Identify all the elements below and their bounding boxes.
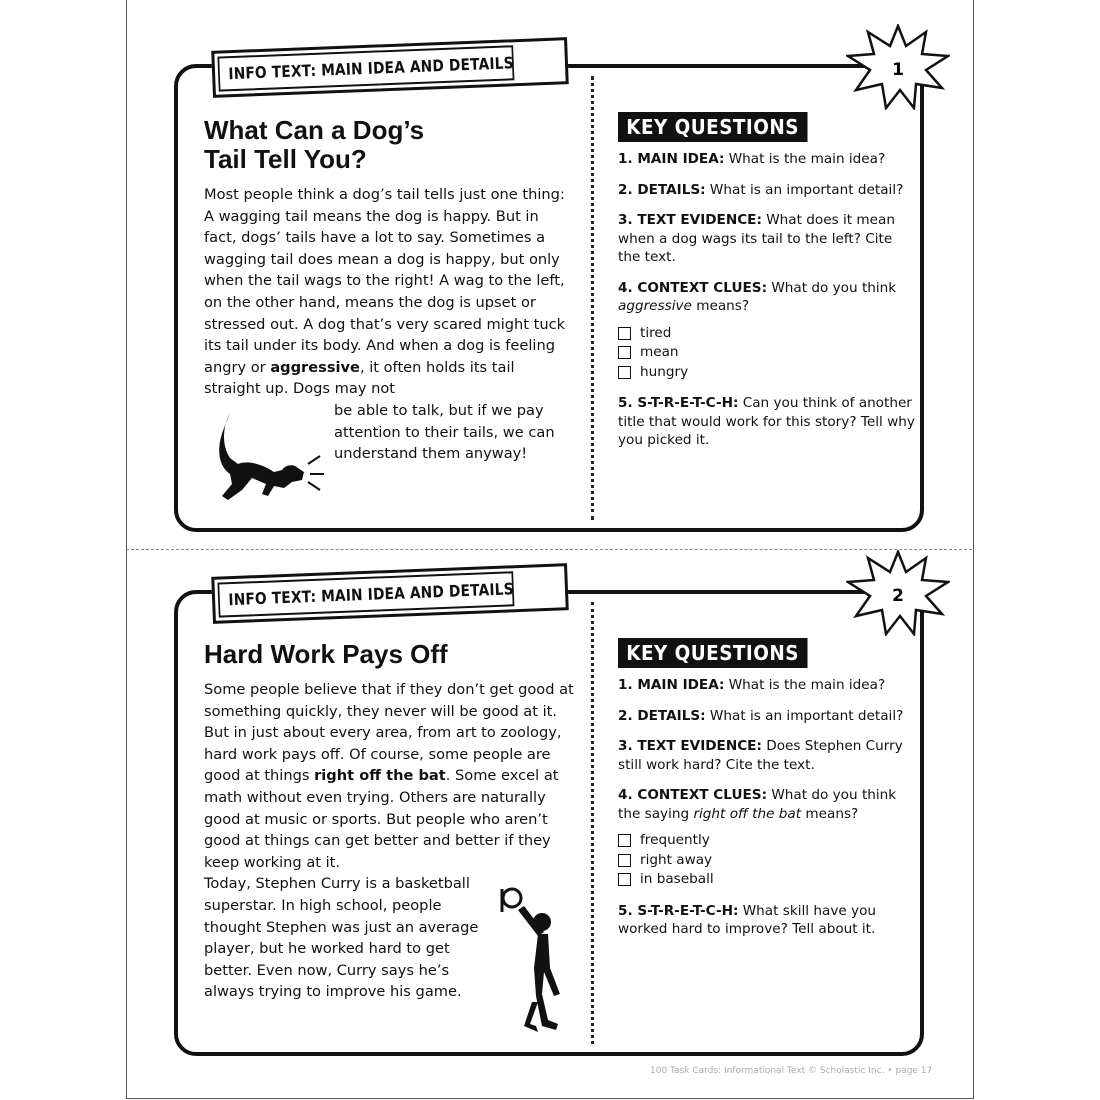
answer-option[interactable] (618, 324, 918, 344)
checkbox[interactable] (618, 873, 631, 886)
passage-title-line1: What Can a Dog’s (204, 115, 425, 145)
card-tag-label: INFO TEXT: MAIN IDEA AND DETAILS (217, 45, 514, 91)
key-questions-heading: KEY QUESTIONS (618, 638, 807, 668)
option-label: frequently (640, 832, 710, 848)
question-text: What do you think the saying (618, 787, 897, 822)
passage-paragraph: Most people think a dog’s tail tells just one thing: A wagging tail means the dog is happy. But in fact, dogs’ tails have a lot to say. Sometimes a wagging tail does mean a dog is happy, but only when the tail wags to the right! A wag to the left, on the other hand, means the dog is upset or stressed out. A dog that’s very scared might tuck its tail under its body. And when a dog is feeling angry or (204, 186, 566, 376)
question-label: 3. TEXT EVIDENCE: (618, 212, 762, 228)
question-text: What does it mean when a dog wags its tail to the left? Cite the text. (618, 212, 895, 265)
page-footer: 100 Task Cards: Informational Text © Scholastic Inc. • page 17 (650, 1066, 933, 1076)
question-4 (618, 279, 918, 316)
basketball-player-illustration (498, 884, 578, 1034)
card-number-burst (846, 550, 950, 636)
question-1 (618, 676, 918, 695)
starburst-icon (846, 24, 950, 110)
option-label: right away (640, 851, 713, 868)
question-italic: right off the bat (693, 805, 802, 822)
checkbox[interactable] (618, 366, 631, 379)
answer-options (618, 324, 918, 383)
question-3 (618, 211, 918, 267)
answer-option[interactable] (618, 363, 918, 383)
question-text: What is the main idea? (724, 677, 886, 693)
answer-option[interactable] (618, 831, 918, 851)
question-text: What is an important detail? (705, 181, 904, 198)
question-text: What is an important detail? (705, 707, 904, 724)
answer-option[interactable] (618, 870, 918, 890)
checkbox[interactable] (618, 327, 631, 340)
passage-paragraph-2: be able to talk, but if we pay attention to their tails, we can understand them anyway! (334, 401, 555, 463)
question-label: 5. S-T-R-E-T-C-H: (618, 902, 739, 919)
question-label: 2. DETAILS: (618, 707, 706, 724)
passage-title-line1: Hard Work Pays Off (204, 639, 448, 669)
passage-paragraph-end: , it often holds its tail straight up. Dogs may not (204, 358, 515, 398)
passage-text (204, 184, 574, 400)
dog-illustration (208, 408, 328, 508)
question-label: 5. S-T-R-E-T-C-H: (618, 395, 739, 411)
key-questions (618, 112, 918, 462)
question-italic: aggressive (618, 298, 692, 314)
task-card-1 (174, 53, 924, 532)
vocab-phrase: right off the bat (314, 767, 446, 785)
question-text-end: means? (801, 805, 859, 822)
question-text: What skill have you worked hard to improve? Tell about it. (618, 902, 877, 937)
passage-paragraph-end: . Some excel at math without even trying. Others are naturally good at music or sports. But people who aren’t good at things can get better and better if they keep working at it. (204, 767, 559, 871)
question-4 (618, 786, 918, 823)
passage-title (204, 640, 574, 669)
question-5 (618, 902, 918, 939)
question-text: What do you think (767, 279, 897, 296)
question-1 (618, 150, 918, 169)
answer-options (618, 831, 918, 890)
question-2 (618, 181, 918, 200)
option-label: tired (640, 324, 672, 341)
question-text: Does Stephen Curry still work hard? Cite the text. (618, 738, 903, 773)
checkbox[interactable] (618, 346, 631, 359)
question-text-end: means? (691, 298, 750, 314)
question-3 (618, 737, 918, 774)
question-label: 2. DETAILS: (618, 181, 706, 198)
question-label: 4. CONTEXT CLUES: (618, 787, 768, 803)
card-number: 1 (892, 60, 904, 80)
option-label: mean (640, 344, 679, 360)
passage-text (204, 679, 574, 873)
question-5 (618, 394, 918, 450)
question-label: 1. MAIN IDEA: (618, 151, 725, 167)
column-divider (591, 76, 594, 520)
passage-paragraph-2: Today, Stephen Curry is a basketball superstar. In high school, people thought Stephen was just an average player, but he worked hard to get better. Even now, Curry says he’s always trying to improve his game. (204, 875, 479, 1001)
column-divider (591, 602, 594, 1044)
key-questions (618, 638, 918, 951)
answer-option[interactable] (618, 851, 918, 871)
question-text: Can you think of another title that would work for this story? Tell why you picked it. (618, 395, 915, 448)
answer-option[interactable] (618, 343, 918, 363)
task-card-2 (174, 579, 924, 1056)
passage-text-wrap (334, 400, 574, 465)
card-number: 2 (892, 586, 904, 606)
passage-title (204, 116, 574, 174)
option-label: hungry (640, 363, 689, 380)
checkbox[interactable] (618, 834, 631, 847)
question-label: 3. TEXT EVIDENCE: (618, 738, 762, 754)
checkbox[interactable] (618, 854, 631, 867)
vocab-word: aggressive (270, 358, 360, 376)
basketball-player-icon (498, 884, 578, 1034)
question-text: What is the main idea? (724, 151, 886, 167)
card-tag-label: INFO TEXT: MAIN IDEA AND DETAILS (217, 571, 514, 617)
question-label: 4. CONTEXT CLUES: (618, 279, 768, 296)
option-label: in baseball (640, 871, 714, 887)
question-2 (618, 707, 918, 726)
question-label: 1. MAIN IDEA: (618, 677, 725, 693)
passage-paragraph: Some people believe that if they don’t get good at something quickly, they never will be good at it. But in just about every area, from art to zoology, hard work pays off. Of course, some people are good at things (204, 681, 574, 785)
passage-text-2 (204, 873, 494, 1003)
passage-title-line2: Tail Tell You? (204, 144, 367, 174)
card-number-burst (846, 24, 950, 110)
starburst-icon (846, 550, 950, 636)
dog-icon (208, 408, 328, 508)
key-questions-heading: KEY QUESTIONS (618, 112, 807, 142)
